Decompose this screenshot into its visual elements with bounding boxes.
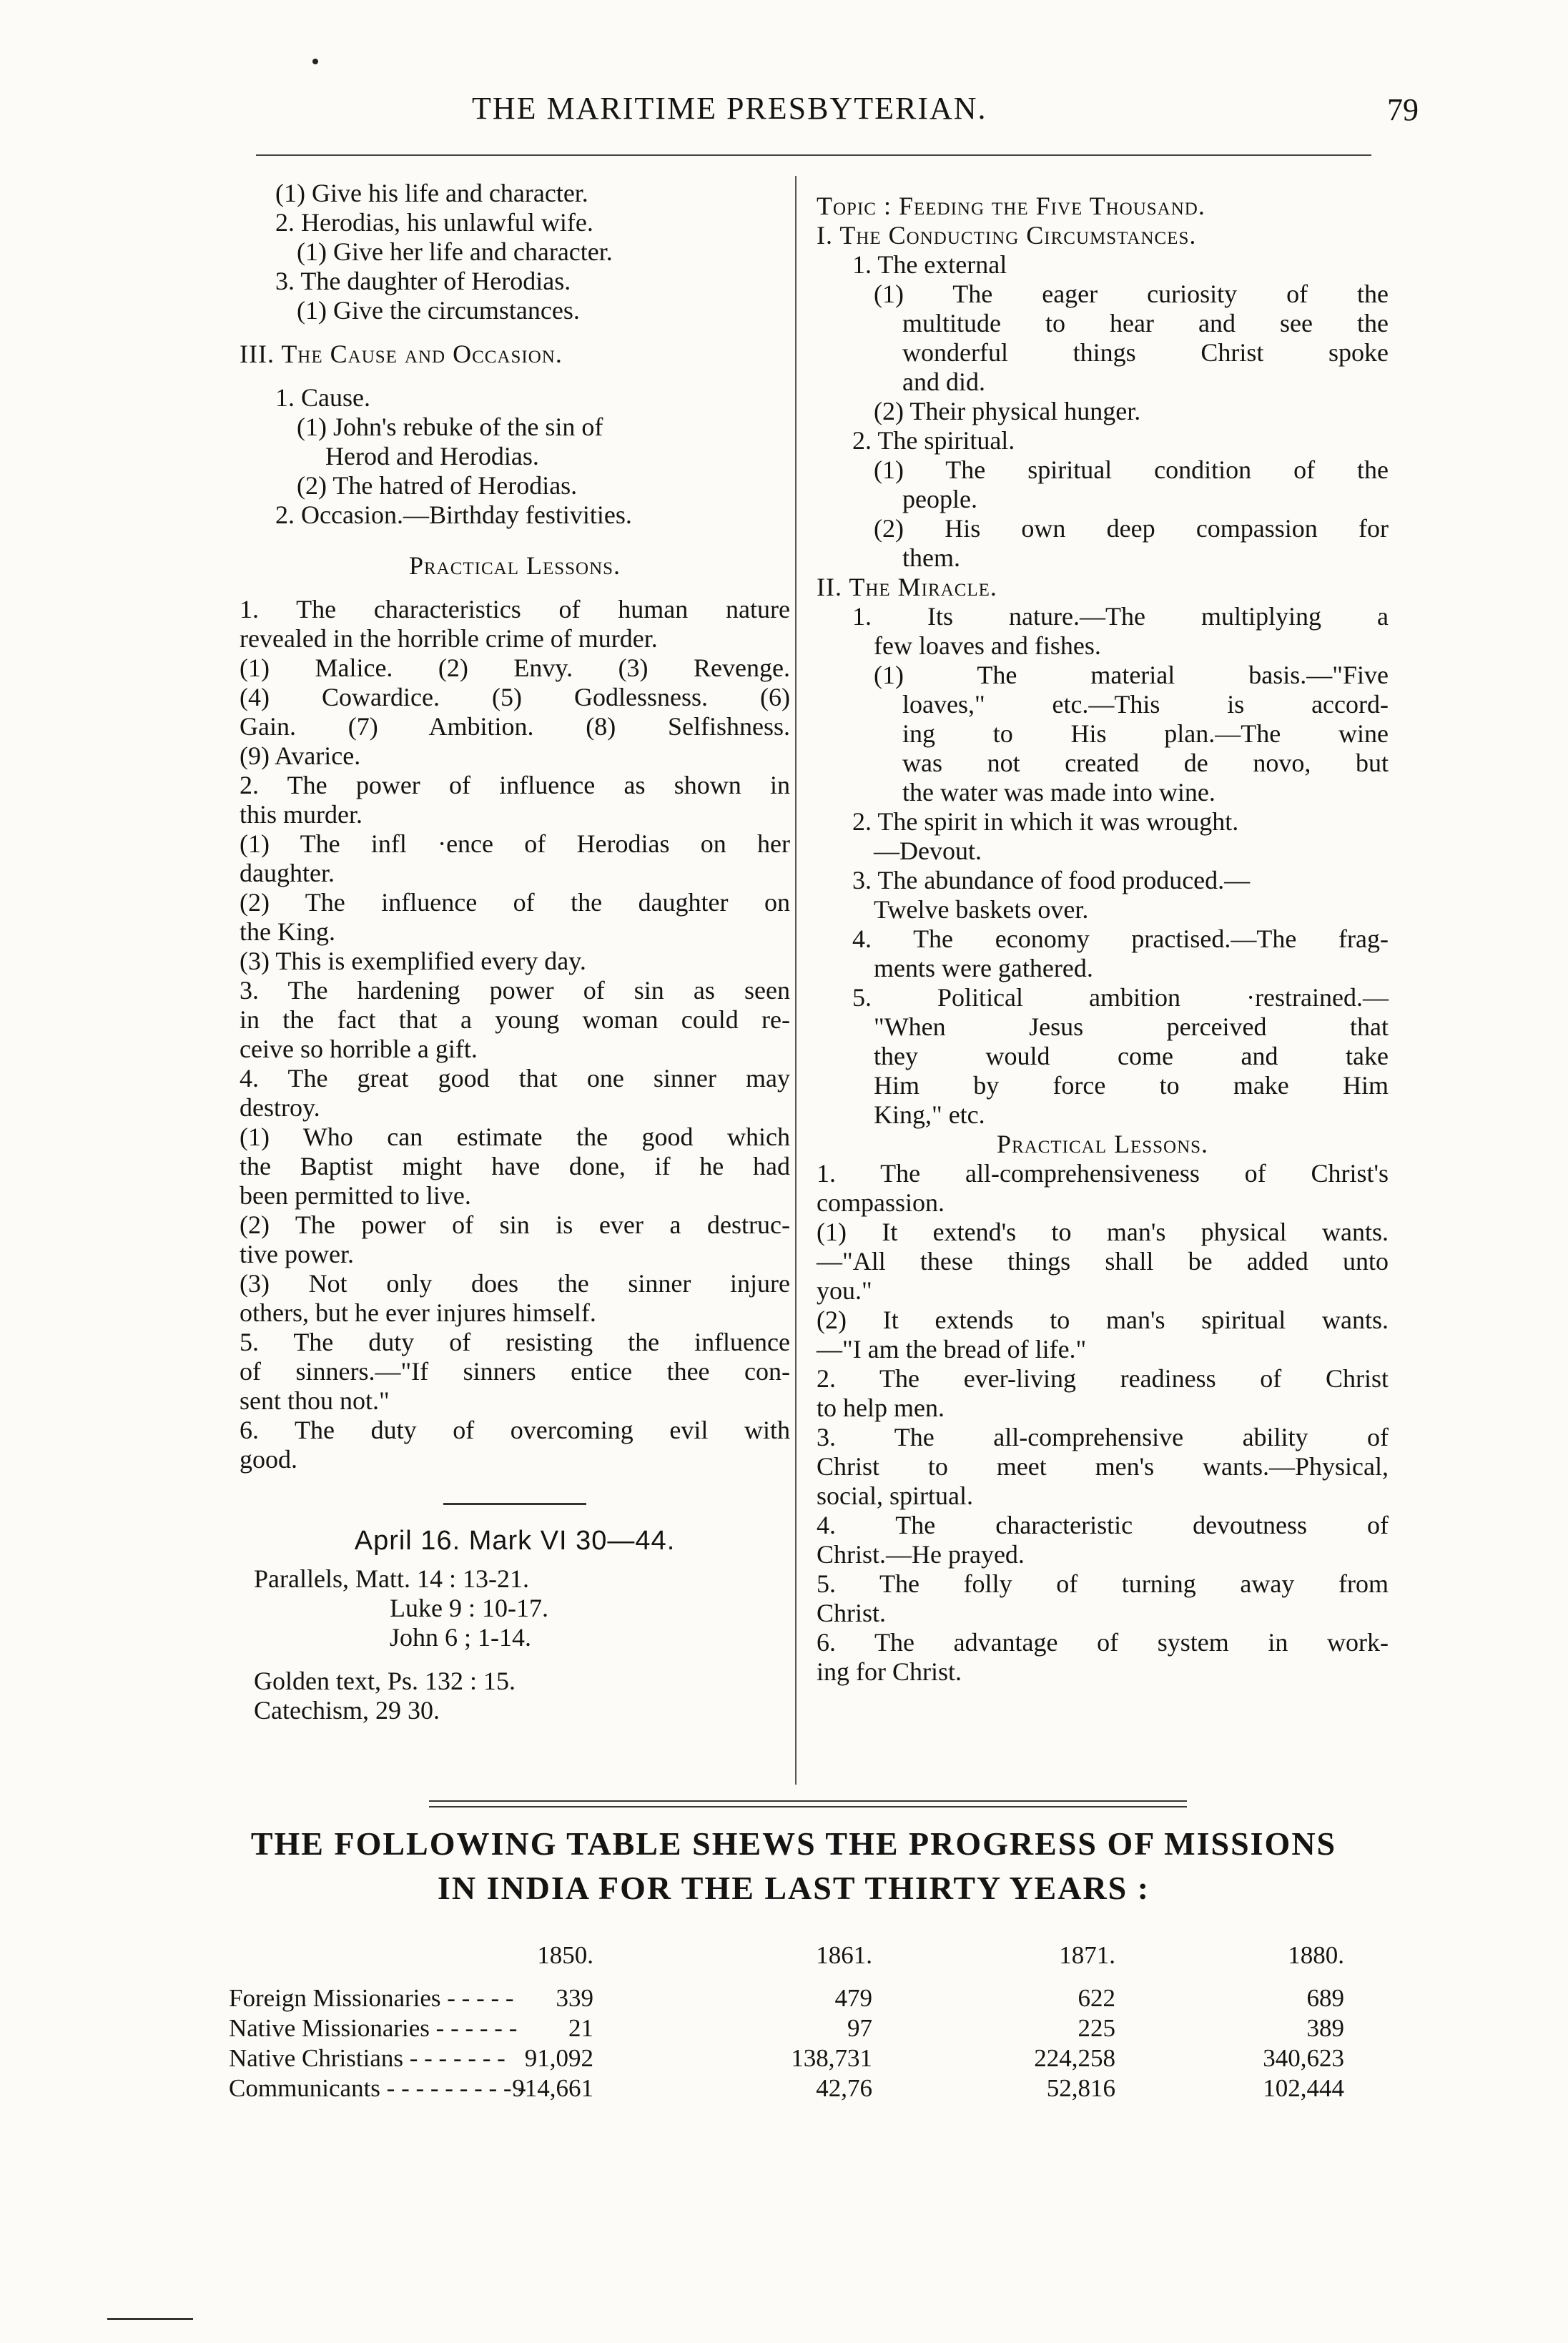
text-line: —Devout.	[874, 837, 982, 865]
text-line: good.	[240, 1445, 297, 1474]
text-line: (2) Their physical hunger.	[874, 397, 1141, 425]
table-cell: 914,661	[512, 2074, 593, 2102]
table-cell: 138,731	[791, 2044, 872, 2072]
text-line: 2. The ever-living readiness of Christ	[817, 1364, 1389, 1393]
text-line: ments were gathered.	[874, 954, 1093, 982]
year-header: 1850.	[537, 1941, 593, 1969]
text-line: compassion.	[817, 1188, 945, 1217]
table-cell: 52,816	[1046, 2074, 1115, 2102]
text-line: tive power.	[240, 1240, 354, 1268]
text-line: (9) Avarice.	[240, 741, 361, 770]
table-cell: 91,092	[524, 2044, 593, 2072]
text-line: and did.	[902, 368, 985, 396]
row-label: Foreign Missionaries - - - - -	[229, 1984, 514, 2012]
right-column-text	[817, 192, 1389, 1687]
text-line: (2) The influence of the daughter on	[240, 888, 790, 917]
table-row	[229, 2014, 1373, 2044]
text-line: the water was made into wine.	[902, 778, 1216, 807]
table-rule-lower	[429, 1806, 1187, 1807]
text-line: 6. The advantage of system in work-	[817, 1628, 1389, 1657]
text-line: 6. The duty of overcoming evil with	[240, 1416, 790, 1444]
text-line: daughter.	[240, 859, 335, 887]
text-line: 1. The external	[852, 250, 1007, 279]
table-cell: 225	[1078, 2014, 1115, 2042]
text-line: destroy.	[240, 1093, 320, 1122]
table-cell: 339	[556, 1984, 593, 2012]
text-line: 2. Occasion.—Birthday festivities.	[275, 500, 632, 529]
table-cell: 689	[1306, 1984, 1344, 2012]
text-line: 3. The daughter of Herodias.	[275, 267, 571, 295]
text-line: ing to His plan.—The wine	[902, 719, 1389, 748]
text-line: 4. The great good that one sinner may	[240, 1064, 790, 1092]
text-line: the King.	[240, 917, 335, 946]
text-line: (1) Give her life and character.	[297, 237, 613, 266]
table-row	[229, 1984, 1373, 2014]
text-line: Practical Lessons.	[996, 1130, 1209, 1158]
text-line: 3. The hardening power of sin as seen	[240, 976, 790, 1005]
header-rule	[256, 154, 1371, 156]
spacer	[240, 581, 790, 595]
text-line: loaves," etc.—This is accord-	[902, 690, 1389, 719]
table-cell: 340,623	[1263, 2044, 1344, 2072]
text-line: (1) Malice. (2) Envy. (3) Revenge.	[240, 653, 790, 682]
text-line: social, spirtual.	[817, 1481, 973, 1510]
text-line: wonderful things Christ spoke	[902, 338, 1389, 367]
text-line: Practical Lessons.	[408, 551, 621, 580]
text-line: Christ to meet men's wants.—Physical,	[817, 1452, 1389, 1481]
table-headline-line-2: IN INDIA FOR THE LAST THIRTY YEARS :	[437, 1870, 1150, 1906]
text-line: (2) It extends to man's spiritual wants.	[817, 1306, 1389, 1334]
text-line: 5. Political ambition ·restrained.—	[852, 983, 1389, 1012]
text-line: Him by force to make Him	[874, 1071, 1389, 1100]
text-line: the Baptist might have done, if he had	[240, 1152, 790, 1180]
text-line: (1) The material basis.—"Five	[874, 661, 1389, 689]
text-line: been permitted to live.	[240, 1181, 471, 1210]
text-line: Topic : Feeding the Five Thousand.	[817, 192, 1205, 220]
text-line: them.	[902, 543, 960, 572]
right-column	[817, 192, 1389, 1687]
year-header: 1880.	[1288, 1941, 1344, 1969]
text-line: others, but he ever injures himself.	[240, 1298, 596, 1327]
text-line: revealed in the horrible crime of murder.	[240, 624, 658, 653]
text-line: Christ.	[817, 1599, 887, 1627]
text-line: (1) The eager curiosity of the	[874, 280, 1389, 308]
text-line: you."	[817, 1276, 872, 1305]
text-line: (1) The infl ·ence of Herodias on her	[240, 829, 790, 858]
table-cell: 224,258	[1034, 2044, 1115, 2072]
text-line: 1. Its nature.—The multiplying a	[852, 602, 1389, 631]
left-column	[240, 179, 790, 1725]
text-line: ceive so horrible a gift.	[240, 1035, 478, 1063]
missions-table	[229, 1941, 1373, 2104]
running-head	[0, 90, 1568, 133]
text-line: (4) Cowardice. (5) Godlessness. (6)	[240, 683, 790, 711]
text-line: (1) John's rebuke of the sin of	[297, 413, 603, 441]
table-rule-upper	[429, 1800, 1187, 1802]
table-cell: 622	[1078, 1984, 1115, 2012]
text-line: III. The Cause and Occasion.	[240, 340, 563, 368]
text-line: to help men.	[817, 1394, 945, 1422]
text-line: this murder.	[240, 800, 363, 829]
lesson-title: April 16. Mark VI 30—44.	[354, 1526, 676, 1556]
table-body	[229, 1984, 1373, 2104]
text-line: 2. The spiritual.	[852, 426, 1015, 455]
text-line: ing for Christ.	[817, 1657, 962, 1686]
text-line: few loaves and fishes.	[874, 631, 1101, 660]
section-divider	[443, 1503, 586, 1505]
text-line: —"I am the bread of life."	[817, 1335, 1087, 1363]
text-line: (1) It extend's to man's physical wants.	[817, 1218, 1389, 1246]
text-line: "When Jesus perceived that	[874, 1012, 1389, 1041]
year-header: 1871.	[1059, 1941, 1115, 1969]
left-column-text	[240, 179, 790, 1474]
text-line: multitude to hear and see the	[902, 309, 1389, 337]
text-line: Gain. (7) Ambition. (8) Selfishness.	[240, 712, 790, 741]
page-number: 79	[1387, 92, 1419, 127]
table-cell: 21	[568, 2014, 593, 2042]
spacer	[240, 369, 790, 383]
text-line: (1) Give his life and character.	[275, 179, 588, 207]
lesson-references	[240, 1564, 790, 1725]
spacer	[240, 530, 790, 551]
text-line: people.	[902, 485, 977, 513]
text-line: Christ.—He prayed.	[817, 1540, 1025, 1569]
table-cell: 42,76	[816, 2074, 872, 2102]
footer-mark	[107, 2318, 193, 2320]
text-line: Herod and Herodias.	[325, 442, 539, 470]
table-cell: 102,444	[1263, 2074, 1344, 2102]
spacer	[240, 325, 790, 340]
text-line: 4. The economy practised.—The frag-	[852, 924, 1389, 953]
text-line: (1) Who can estimate the good which	[240, 1123, 790, 1151]
table-header-row	[229, 1941, 1373, 1971]
text-line: 1. The characteristics of human nature	[240, 595, 790, 623]
text-line: (3) Not only does the sinner injure	[240, 1269, 790, 1298]
text-line: Parallels, Matt. 14 : 13-21.	[254, 1564, 529, 1593]
print-dot	[312, 59, 318, 64]
text-line: II. The Miracle.	[817, 573, 997, 601]
text-line: of sinners.—"If sinners entice thee con-	[240, 1357, 790, 1386]
text-line: they would come and take	[874, 1042, 1389, 1070]
table-cell: 389	[1306, 2014, 1344, 2042]
text-line: was not created de novo, but	[902, 749, 1389, 777]
text-line: King," etc.	[874, 1100, 985, 1129]
row-label: Communicants - - - - - - - - - -	[229, 2074, 526, 2102]
text-line: sent thou not."	[240, 1386, 390, 1415]
row-label: Native Christians - - - - - - -	[229, 2044, 506, 2072]
text-line: 3. The all-comprehensive ability of	[817, 1423, 1389, 1451]
text-line: (2) His own deep compassion for	[874, 514, 1389, 543]
text-line: 2. Herodias, his unlawful wife.	[275, 208, 593, 237]
text-line: Catechism, 29 30.	[254, 1696, 440, 1725]
row-label: Native Missionaries - - - - - -	[229, 2014, 518, 2042]
text-line: 2. The power of influence as shown in	[240, 771, 790, 799]
text-line: Golden text, Ps. 132 : 15.	[254, 1667, 516, 1695]
column-rule	[795, 176, 797, 1785]
text-line: 2. The spirit in which it was wrought.	[852, 807, 1239, 836]
text-line: (2) The power of sin is ever a destruc-	[240, 1210, 790, 1239]
text-line: —"All these things shall be added unto	[817, 1247, 1389, 1276]
text-line: 1. The all-comprehensiveness of Christ's	[817, 1159, 1389, 1188]
text-line: Twelve baskets over.	[874, 895, 1089, 924]
text-line: (1) The spiritual condition of the	[874, 455, 1389, 484]
table-row	[229, 2044, 1373, 2074]
text-line: 5. The duty of resisting the influence	[240, 1328, 790, 1356]
text-line: 3. The abundance of food produced.—	[852, 866, 1251, 894]
text-line: (2) The hatred of Herodias.	[297, 471, 578, 500]
text-line: in the fact that a young woman could re-	[240, 1005, 790, 1034]
table-row	[229, 2074, 1373, 2104]
journal-title: THE MARITIME PRESBYTERIAN.	[472, 91, 987, 126]
text-line: (3) This is exemplified every day.	[240, 947, 586, 975]
table-headline	[222, 1822, 1366, 1910]
table-cell: 97	[847, 2014, 872, 2042]
spacer	[254, 1652, 790, 1667]
text-line: Luke 9 : 10-17.	[390, 1594, 548, 1622]
text-line: John 6 ; 1-14.	[390, 1623, 531, 1652]
text-line: 1. Cause.	[275, 383, 370, 412]
text-line: 5. The folly of turning away from	[817, 1569, 1389, 1598]
table-headline-line-1: THE FOLLOWING TABLE SHEWS THE PROGRESS OF MISSIONS	[250, 1825, 1337, 1862]
text-line: I. The Conducting Circumstances.	[817, 221, 1197, 250]
text-line: (1) Give the circumstances.	[297, 296, 580, 325]
text-line: 4. The characteristic devoutness of	[817, 1511, 1389, 1539]
year-header: 1861.	[816, 1941, 872, 1969]
table-cell: 479	[834, 1984, 872, 2012]
